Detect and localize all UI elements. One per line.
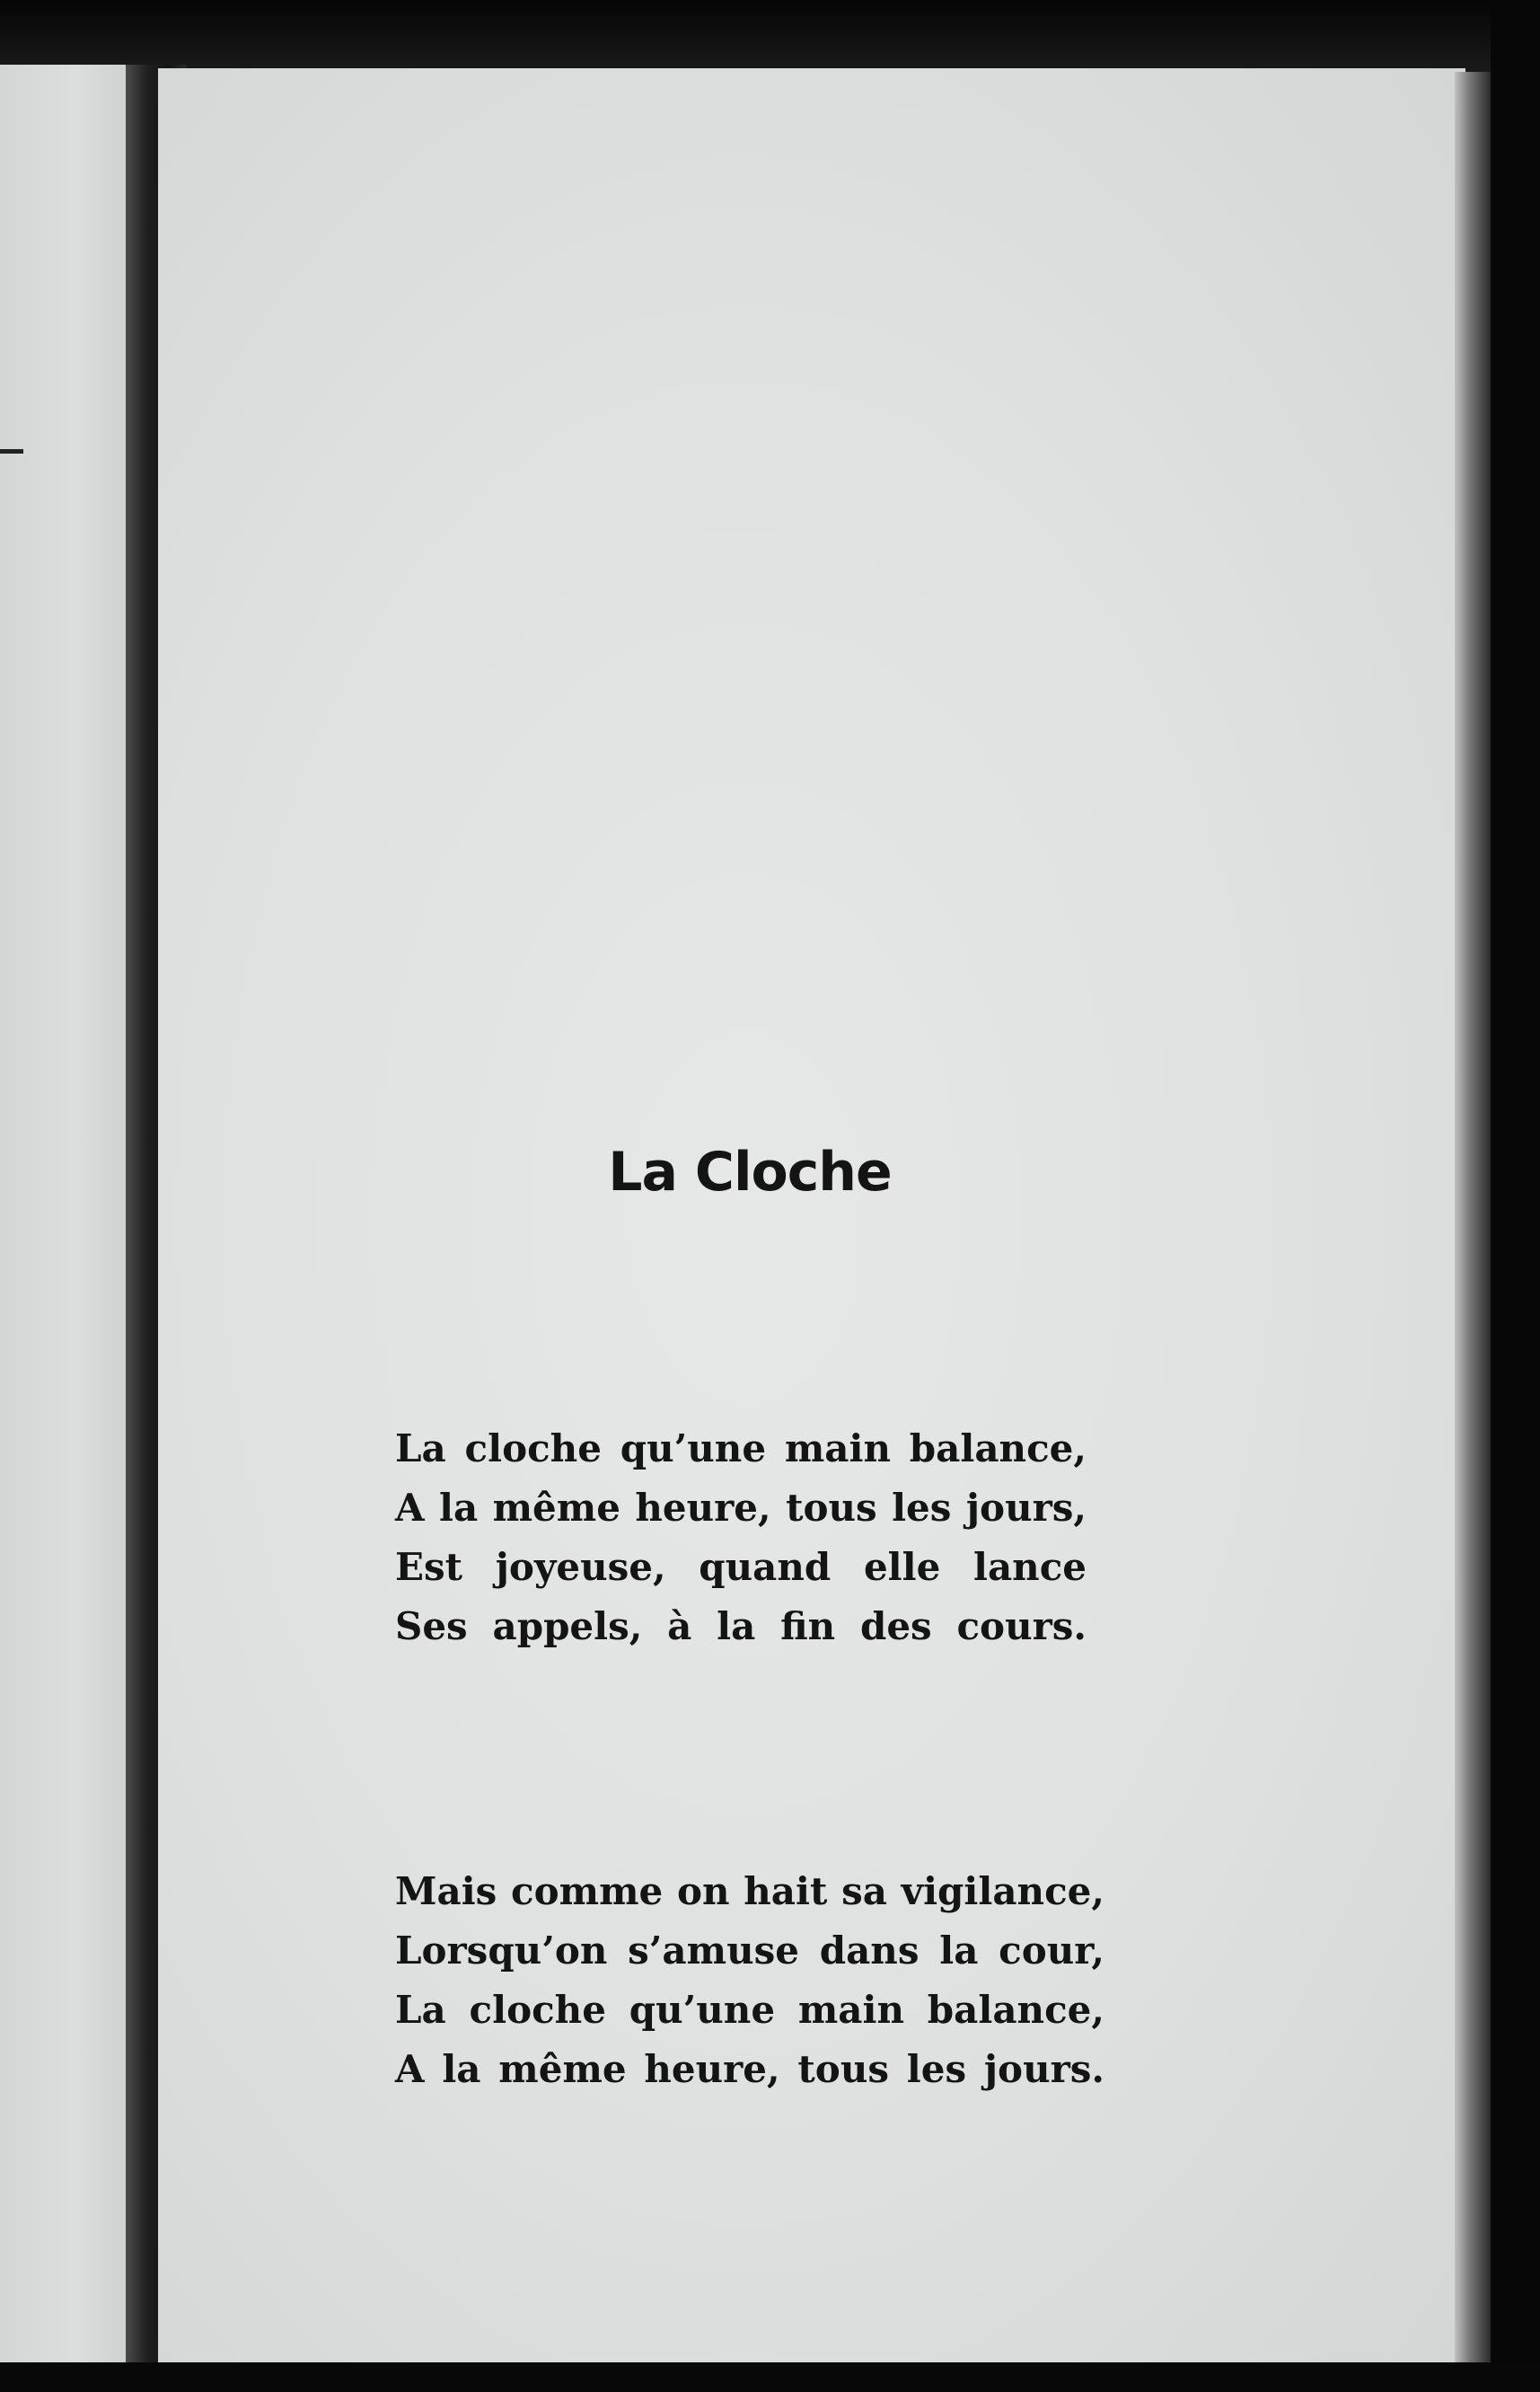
verse-line: Lorsqu’on s’amuse dans la cour, <box>395 1929 1104 1973</box>
verse-line: Ses appels, à la fin des cours. <box>395 1604 1087 1648</box>
poem-title: La Cloche <box>608 1141 892 1204</box>
poem-stanza-1 <box>395 1419 1087 1656</box>
verse-line: La cloche qu’une main balance, <box>395 1426 1087 1470</box>
verse-line: A la même heure, tous les jours, <box>395 1486 1087 1530</box>
verse-line: A la même heure, tous les jours. <box>395 2047 1104 2091</box>
scan-top-border <box>0 0 1540 72</box>
verse-line: La cloche qu’une main balance, <box>395 1988 1104 2032</box>
verse-line: Mais comme on hait sa vigilance, <box>395 1869 1104 1913</box>
verse-line: Est joyeuse, quand elle lance <box>395 1545 1087 1589</box>
previous-page-rule-mark <box>0 449 23 454</box>
previous-page-edge <box>0 65 126 2369</box>
scan-bottom-border <box>0 2362 1540 2392</box>
page-right-edge <box>1455 72 1491 2371</box>
poem-stanza-2 <box>395 1862 1104 2099</box>
